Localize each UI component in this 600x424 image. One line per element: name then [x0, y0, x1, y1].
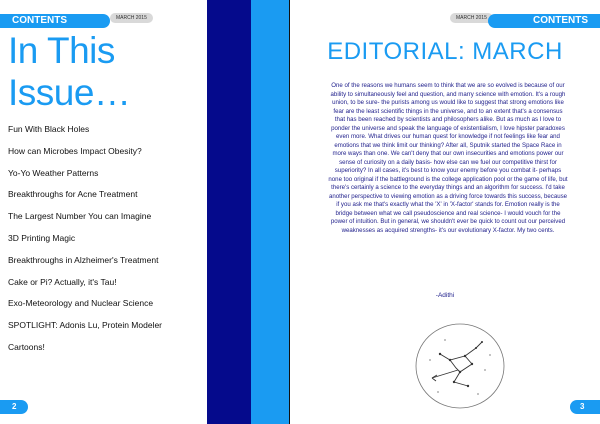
toc-item-title: SPOTLIGHT: Adonis Lu, Protein Modeler — [8, 320, 163, 331]
constellation-sketch-image — [410, 320, 510, 412]
page-number-right: 3 — [570, 400, 600, 414]
toc-item-title: How can Microbes Impact Obesity? — [8, 145, 142, 156]
page-number-left: 2 — [0, 400, 28, 414]
toc-item-title: Cake or Pi? Actually, it's Tau! — [8, 276, 117, 287]
center-band-blue — [251, 0, 290, 424]
contents-tab-left: CONTENTS — [0, 14, 110, 28]
toc-item-title: Yo-Yo Weather Patterns — [8, 167, 99, 178]
editorial-signature: -Adithi — [435, 292, 455, 299]
toc-title: In This Issue… — [8, 30, 131, 113]
issue-date-right: MARCH 2015 — [450, 13, 493, 23]
issue-date-left: MARCH 2015 — [110, 13, 153, 23]
left-page — [0, 0, 207, 424]
contents-tab-right: CONTENTS — [488, 14, 600, 28]
editorial-body: One of the reasons we humans seem to think that we are so evolved is because of our ability to simultaneously feel and question, and marry science with emotion. It's a rough union, to be sure- the purists among us would like to suggest that strong emotions like fear are the least scientific things in the universe, and to an extent that's a consensus that has been reached by scientists and philosophers alike. But as much as I love to ponder the universe and speak the language of existentialism, I love hipster paradoxes even more. What drives our human quest for knowledge if not feelings like fear and emotions that we think limit our thinking? After all, Sputnik started the Space Race in more ways than one. We can't deny that our own insecurities and emotions power our sense of curiosity on a daily basis- how else can we fuel our competitive thirst for superiority? In all cases, it's best to know your enemy before you combat it- perhaps none too original if the battleground is the college application pool or the game of life, but there's certainly a science to the everyday things and an algorithm for success. I'd take another perspective to viewing emotion as a driving force towards this success, because if you ask me that's exactly what the 'X' in 'X-factor' stands for. Emotion really is the bridge between what we call pseudoscience and real science- I would vouch for the power of intuition. But in general, we shouldn't ever be quick to count out our perceived weaknesses as acquired strengths- it's our evolutionary X-factor. My two cents. — [328, 82, 568, 234]
toc-item-title: Cartoons! — [8, 341, 45, 352]
editorial-title: EDITORIAL: MARCH — [327, 38, 563, 65]
center-band-navy — [207, 0, 251, 424]
toc-item-title: Breakthroughs for Acne Treatment — [8, 189, 138, 200]
toc-item-title: Breakthroughs in Alzheimer's Treatment — [8, 254, 159, 265]
right-page — [290, 0, 600, 424]
toc-item-title: The Largest Number You can Imagine — [8, 211, 152, 222]
toc-item-title: Exo-Meteorology and Nuclear Science — [8, 298, 154, 309]
toc-item-title: 3D Printing Magic — [8, 232, 76, 243]
toc-item-title: Fun With Black Holes — [8, 124, 90, 134]
